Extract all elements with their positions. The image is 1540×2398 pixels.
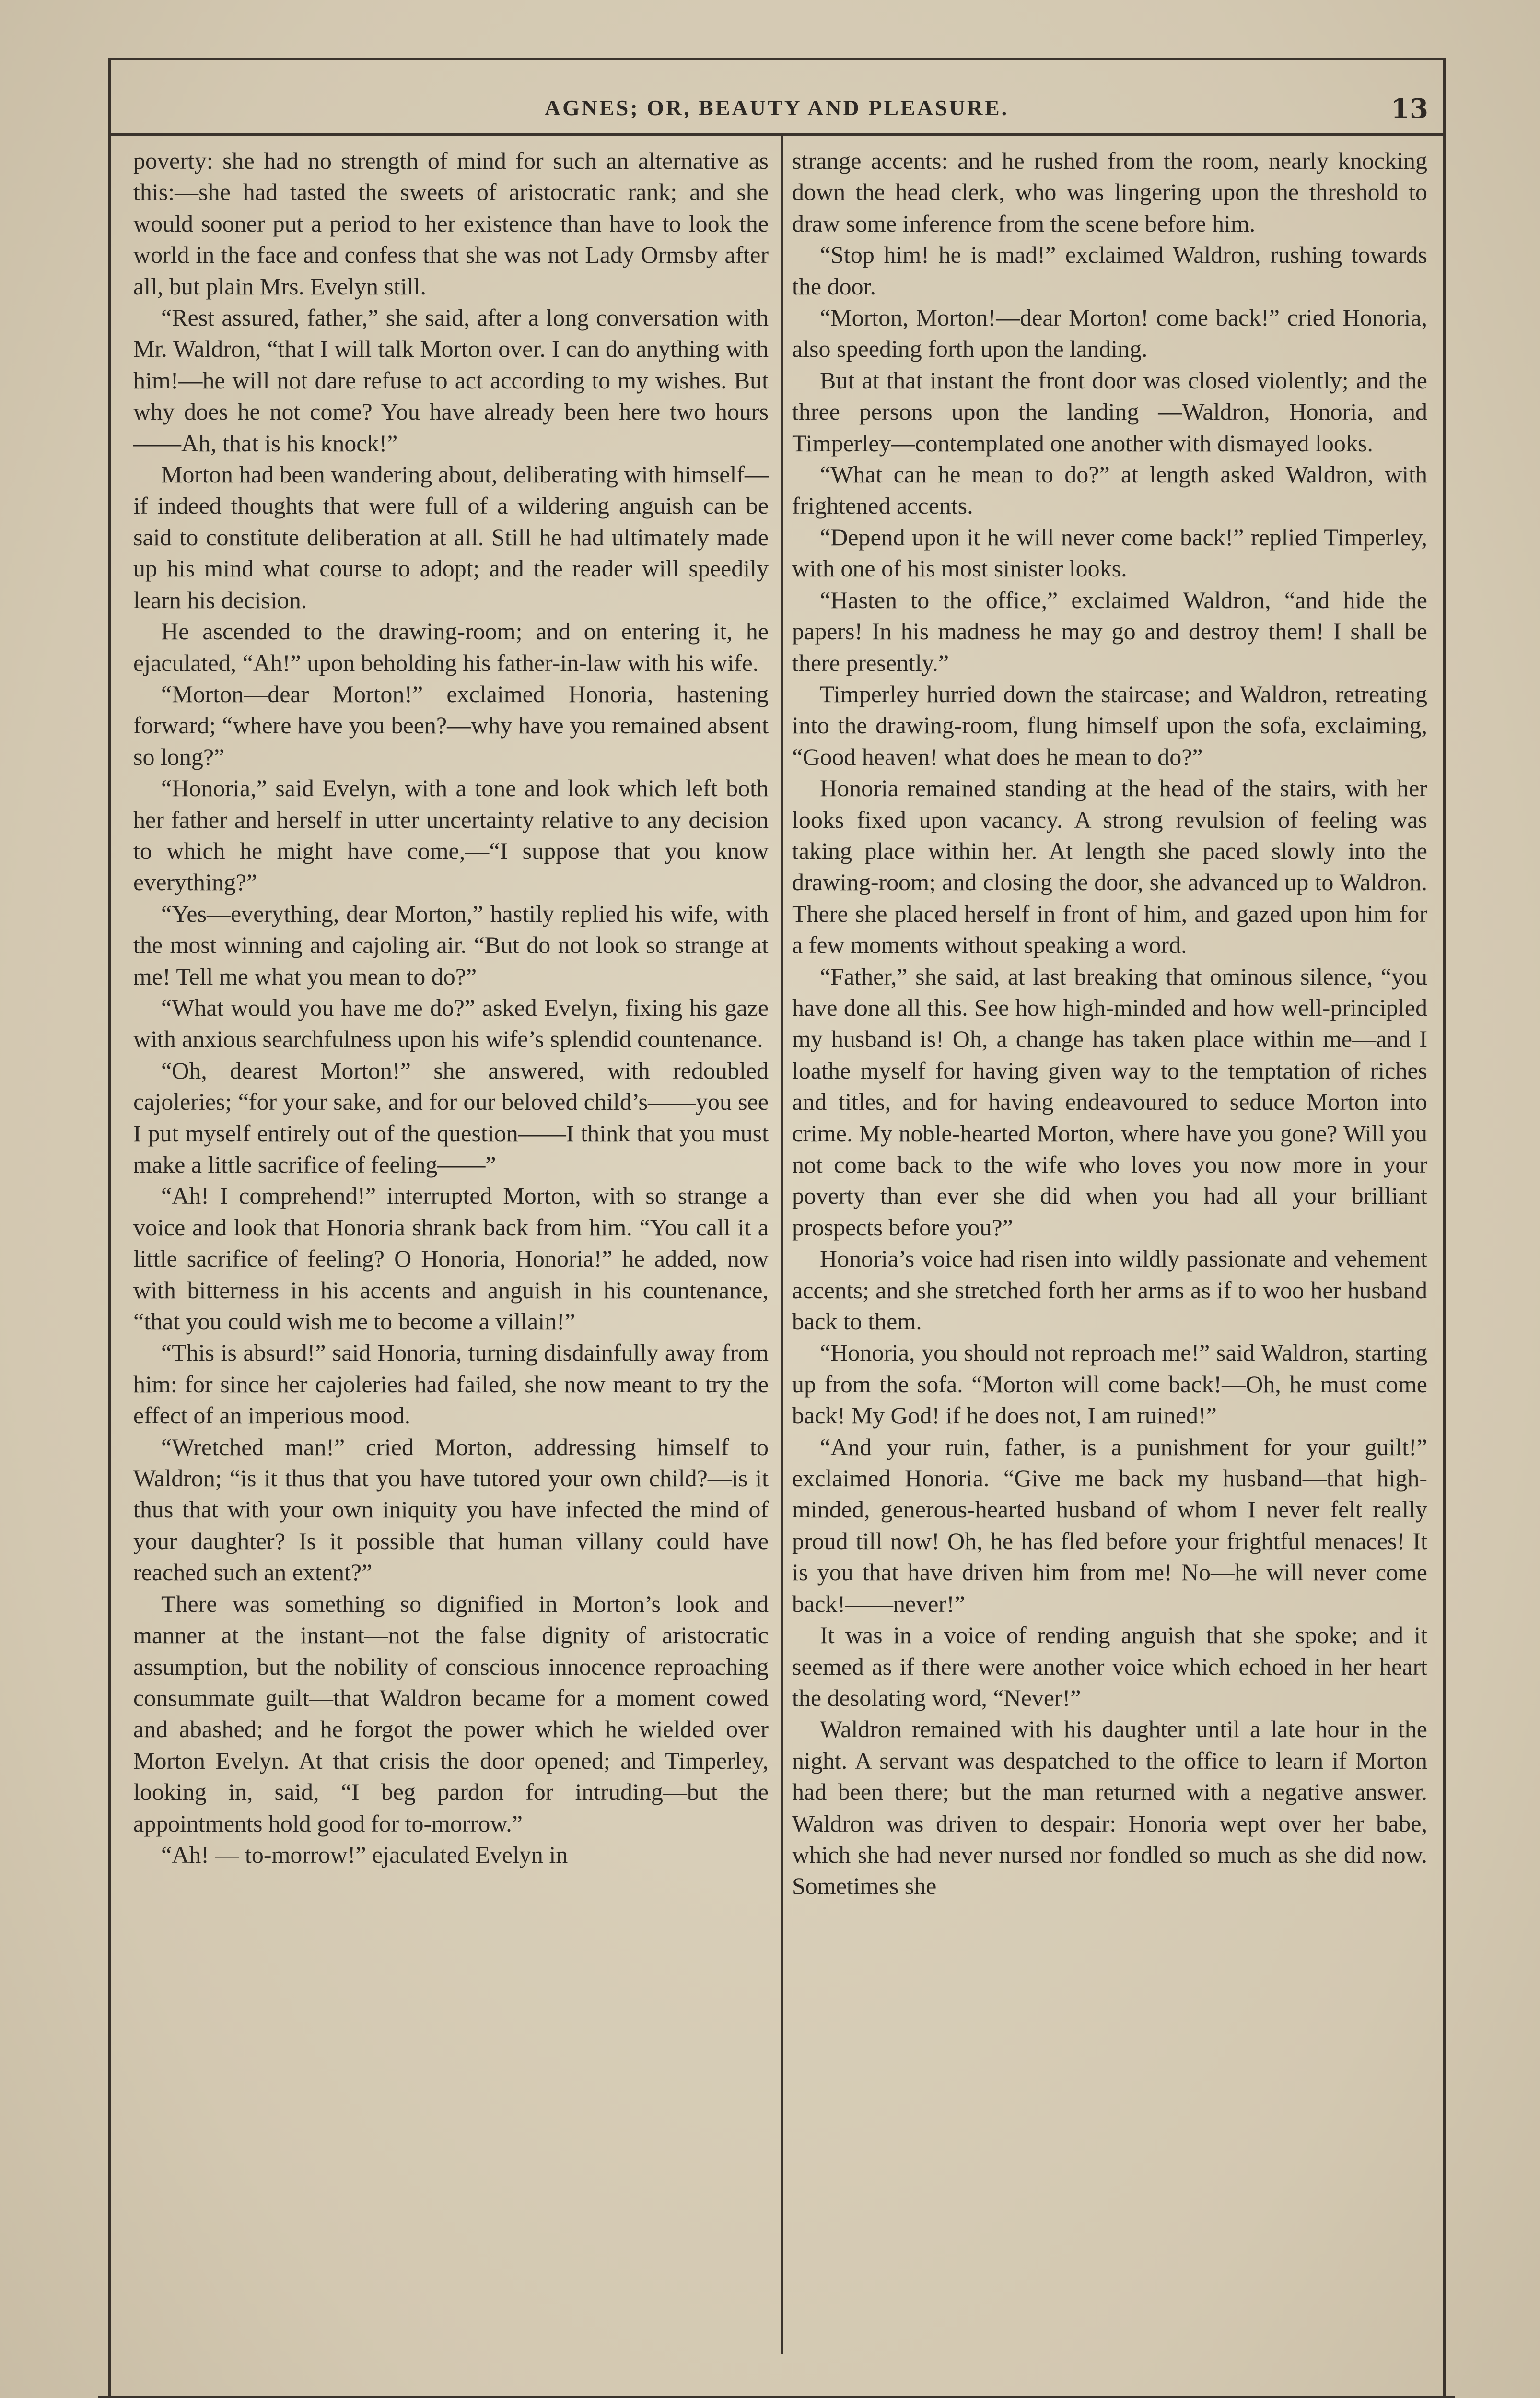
paragraph: It was in a voice of rending anguish that she spoke; and it seemed as if there were another voice which echoed in her heart the desolating word, “Never!”: [792, 1622, 1427, 1711]
paragraph: Honoria’s voice had risen into wildly passionate and vehement accents; and she stretched forth her arms as if to woo her husband back to them.: [792, 1245, 1427, 1335]
bottom-rule: [98, 2396, 1455, 2398]
right-column: [792, 145, 1427, 2347]
paragraph: strange accents: and he rushed from the room, nearly knocking down the head clerk, who was lingering upon the threshold to draw some inference from the scene before him.: [792, 147, 1427, 237]
column-divider: [781, 136, 783, 2354]
paragraph: “And your ruin, father, is a punishment for your guilt!” exclaimed Honoria. “Give me back my husband—that high-minded, generous-hearted husband of whom I never felt really proud till now! Oh, he has fled before your frightful menaces! It is you that have driven him from me! No—he will never come back!——never!”: [792, 1433, 1427, 1617]
paragraph: “Stop him! he is mad!” exclaimed Waldron, rushing towards the door.: [792, 241, 1427, 300]
running-header: [111, 91, 1443, 125]
paragraph: “What can he mean to do?” at length asked Waldron, with frightened accents.: [792, 461, 1427, 519]
paragraph: “What would you have me do?” asked Evelyn, fixing his gaze with anxious searchfulness upon his wife’s splendid countenance.: [133, 994, 769, 1053]
header-rule: [111, 133, 1443, 136]
paragraph: Honoria remained standing at the head of the stairs, with her looks fixed upon vacancy. A strong revulsion of feeling was taking place within her. At length she paced slowly into the drawing-room; and closing the door, she advanced up to Waldron. There she placed herself in front of him, and gazed upon him for a few moments without speaking a word.: [792, 775, 1427, 959]
paragraph: Morton had been wandering about, deliberating with himself—if indeed thoughts that were full of a wildering anguish can be said to constitute deliberation at all. Still he had ultimately made up his mind what course to adopt; and the reader will speedily learn his decision.: [133, 461, 769, 613]
paragraph: poverty: she had no strength of mind for such an alternative as this:—she had tasted the sweets of aristocratic rank; and she would sooner put a period to her existence than have to look the world in the face and confess that she was not Lady Ormsby after all, but plain Mrs. Evelyn still.: [133, 147, 769, 300]
page-number: 13: [1391, 93, 1428, 125]
paragraph: “Rest assured, father,” she said, after a long conversation with Mr. Waldron, “that I will talk Morton over. I can do anything with him!—he will not dare refuse to act according to my wishes. But why does he not come? You have already been here two hours——Ah, that is his knock!”: [133, 304, 769, 457]
header-title: AGNES; OR, BEAUTY AND PLEASURE.: [544, 95, 1009, 120]
paragraph: “Father,” she said, at last breaking that ominous silence, “you have done all this. See how high-minded and how well-principled my husband is! Oh, a change has taken place within me—and I loathe myself for having given way to the temptation of riches and titles, and for having endeavoured to seduce Morton into crime. My noble-hearted Morton, where have you gone? Will you not come back to the wife who loves you now more in your poverty than ever she did when you had all your brilliant prospects before you?”: [792, 963, 1427, 1241]
paragraph: “Hasten to the office,” exclaimed Waldron, “and hide the papers! In his madness he may go and destroy them! I shall be there presently.”: [792, 586, 1427, 676]
paragraph: “Morton—dear Morton!” exclaimed Honoria, hastening forward; “where have you been?—why have you remained absent so long?”: [133, 680, 769, 770]
paragraph: Timperley hurried down the staircase; and Waldron, retreating into the drawing-room, flung himself upon the sofa, exclaiming, “Good heaven! what does he mean to do?”: [792, 680, 1427, 770]
paragraph: “Honoria,” said Evelyn, with a tone and look which left both her father and herself in utter uncertainty relative to any decision to which he might have come,—“I suppose that you know everything?”: [133, 775, 769, 896]
paragraph: “Wretched man!” cried Morton, addressing himself to Waldron; “is it thus that you have tutored your own child?—is it thus that with your own iniquity you have infected the mind of your daughter? Is it possible that human villany could have reached such an extent?”: [133, 1433, 769, 1586]
paragraph: “Honoria, you should not reproach me!” said Waldron, starting up from the sofa. “Morton will come back!—Oh, he must come back! My God! if he does not, I am ruined!”: [792, 1339, 1427, 1429]
paragraph: But at that instant the front door was closed violently; and the three persons upon the landing —Waldron, Honoria, and Timperley—contemplated one another with dismayed looks.: [792, 366, 1427, 457]
paragraph: He ascended to the drawing-room; and on entering it, he ejaculated, “Ah!” upon beholding his father-in-law with his wife.: [133, 618, 769, 676]
paragraph: Waldron remained with his daughter until a late hour in the night. A servant was despatched to the office to learn if Morton had been there; but the man returned with a negative answer. Waldron was driven to despair: Honoria wept over her babe, which she had never nursed nor fondled so much as she did now. Sometimes she: [792, 1716, 1427, 1900]
left-column: [133, 145, 769, 2347]
paragraph: “This is absurd!” said Honoria, turning disdainfully away from him: for since her cajoleries had failed, she now meant to try the effect of an imperious mood.: [133, 1339, 769, 1429]
paragraph: There was something so dignified in Morton’s look and manner at the instant—not the false dignity of aristocratic assumption, but the nobility of conscious innocence reproaching consummate guilt—that Waldron became for a moment cowed and abashed; and he forgot the power which he wielded over Morton Evelyn. At that crisis the door opened; and Timperley, looking in, said, “I beg pardon for intruding—but the appointments hold good for to-morrow.”: [133, 1590, 769, 1837]
paragraph: “Ah! I comprehend!” interrupted Morton, with so strange a voice and look that Honoria shrank back from him. “You call it a little sacrifice of feeling? O Honoria, Honoria!” he added, now with bitterness in his accents and anguish in his countenance, “that you could wish me to become a villain!”: [133, 1182, 769, 1335]
paragraph: “Ah! — to-morrow!” ejaculated Evelyn in: [161, 1841, 568, 1868]
paragraph: “Depend upon it he will never come back!” replied Timperley, with one of his most sinister looks.: [792, 523, 1427, 582]
paragraph: “Yes—everything, dear Morton,” hastily replied his wife, with the most winning and cajoling air. “But do not look so strange at me! Tell me what you mean to do?”: [133, 900, 769, 990]
paragraph: “Oh, dearest Morton!” she answered, with redoubled cajoleries; “for your sake, and for our beloved child’s——you see I put myself entirely out of the question——I think that you must make a little sacrifice of feeling——”: [133, 1057, 769, 1178]
paragraph: “Morton, Morton!—dear Morton! come back!” cried Honoria, also speeding forth upon the landing.: [792, 304, 1427, 363]
